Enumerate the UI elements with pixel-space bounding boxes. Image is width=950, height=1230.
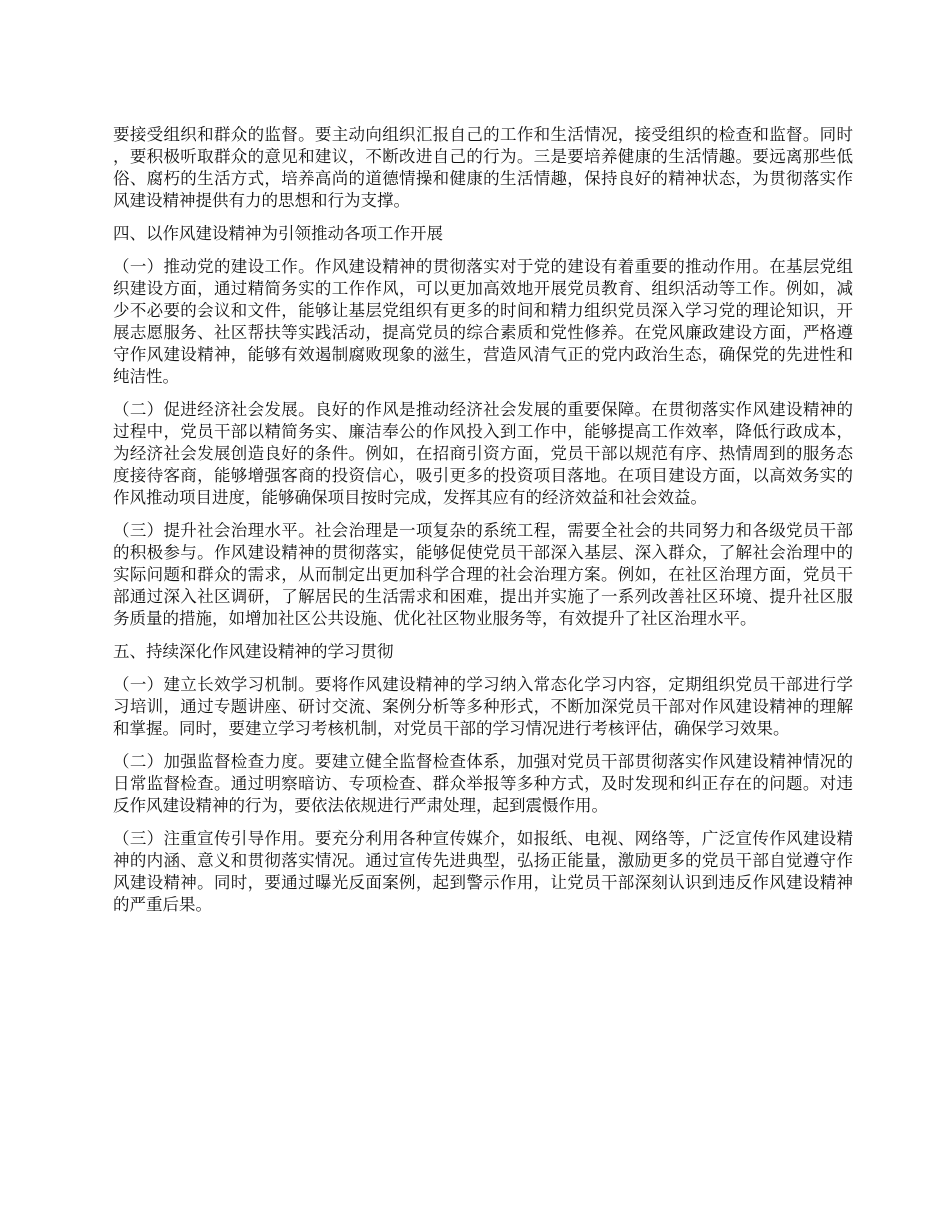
paragraph-4-1: （一）推动党的建设工作。作风建设精神的贯彻落实对于党的建设有着重要的推动作用。在基层党组织建设方面，通过精简务实的工作作风，可以更加高效地开展党员教育、组织活动等工作。例如，减少不必要的会议和文件，能够让基层党组织有更多的时间和精力组织党员深入学习党的理论知识，开展志愿服务、社区帮扶等实践活动，提高党员的综合素质和党性修养。在党风廉政建设方面，严格遵守作风建设精神，能够有效遏制腐败现象的滋生，营造风清气正的党内政治生态，确保党的先进性和纯洁性。 <box>113 257 853 386</box>
paragraph-5-1: （一）建立长效学习机制。要将作风建设精神的学习纳入常态化学习内容，定期组织党员干部进行学习培训，通过专题讲座、研讨交流、案例分析等多种形式，不断加深党员干部对作风建设精神的理解和掌握。同时，要建立学习考核机制，对党员干部的学习情况进行考核评估，确保学习效果。 <box>113 675 853 738</box>
paragraph-continuation: 要接受组织和群众的监督。要主动向组织汇报自己的工作和生活情况，接受组织的检查和监督。同时，要积极听取群众的意见和建议，不断改进自己的行为。三是要培养健康的生活情趣。要远离那些低俗、腐朽的生活方式，培养高尚的道德情操和健康的生活情趣，保持良好的精神状态，为贯彻落实作风建设精神提供有力的思想和行为支撑。 <box>113 125 853 210</box>
paragraph-4-2: （二）促进经济社会发展。良好的作风是推动经济社会发展的重要保障。在贯彻落实作风建设精神的过程中，党员干部以精简务实、廉洁奉公的作风投入到工作中，能够提高工作效率，降低行政成本，为经济社会发展创造良好的条件。例如，在招商引资方面，党员干部以规范有序、热情周到的服务态度接待客商，能够增强客商的投资信心，吸引更多的投资项目落地。在项目建设方面，以高效务实的作风推动项目进度，能够确保项目按时完成，发挥其应有的经济效益和社会效益。 <box>113 400 853 507</box>
section-heading-5: 五、持续深化作风建设精神的学习贯彻 <box>113 642 394 661</box>
paragraph-5-3: （三）注重宣传引导作用。要充分利用各种宣传媒介，如报纸、电视、网络等，广泛宣传作风建设精神的内涵、意义和贯彻落实情况。通过宣传先进典型，弘扬正能量，激励更多的党员干部自觉遵守作风建设精神。同时，要通过曝光反面案例，起到警示作用，让党员干部深刻认识到违反作风建设精神的严重后果。 <box>113 829 853 914</box>
paragraph-5-2: （二）加强监督检查力度。要建立健全监督检查体系，加强对党员干部贯彻落实作风建设精神情况的日常监督检查。通过明察暗访、专项检查、群众举报等多种方式，及时发现和纠正存在的问题。对违反作风建设精神的行为，要依法依规进行严肃处理，起到震慑作用。 <box>113 752 853 815</box>
section-heading-4: 四、以作风建设精神为引领推动各项工作开展 <box>113 224 443 243</box>
paragraph-4-3: （三）提升社会治理水平。社会治理是一项复杂的系统工程，需要全社会的共同努力和各级党员干部的积极参与。作风建设精神的贯彻落实，能够促使党员干部深入基层、深入群众，了解社会治理中的实际问题和群众的需求，从而制定出更加科学合理的社会治理方案。例如，在社区治理方面，党员干部通过深入社区调研，了解居民的生活需求和困难，提出并实施了一系列改善社区环境、提升社区服务质量的措施，如增加社区公共设施、优化社区物业服务等，有效提升了社区治理水平。 <box>113 521 853 628</box>
document-body <box>113 124 853 927</box>
